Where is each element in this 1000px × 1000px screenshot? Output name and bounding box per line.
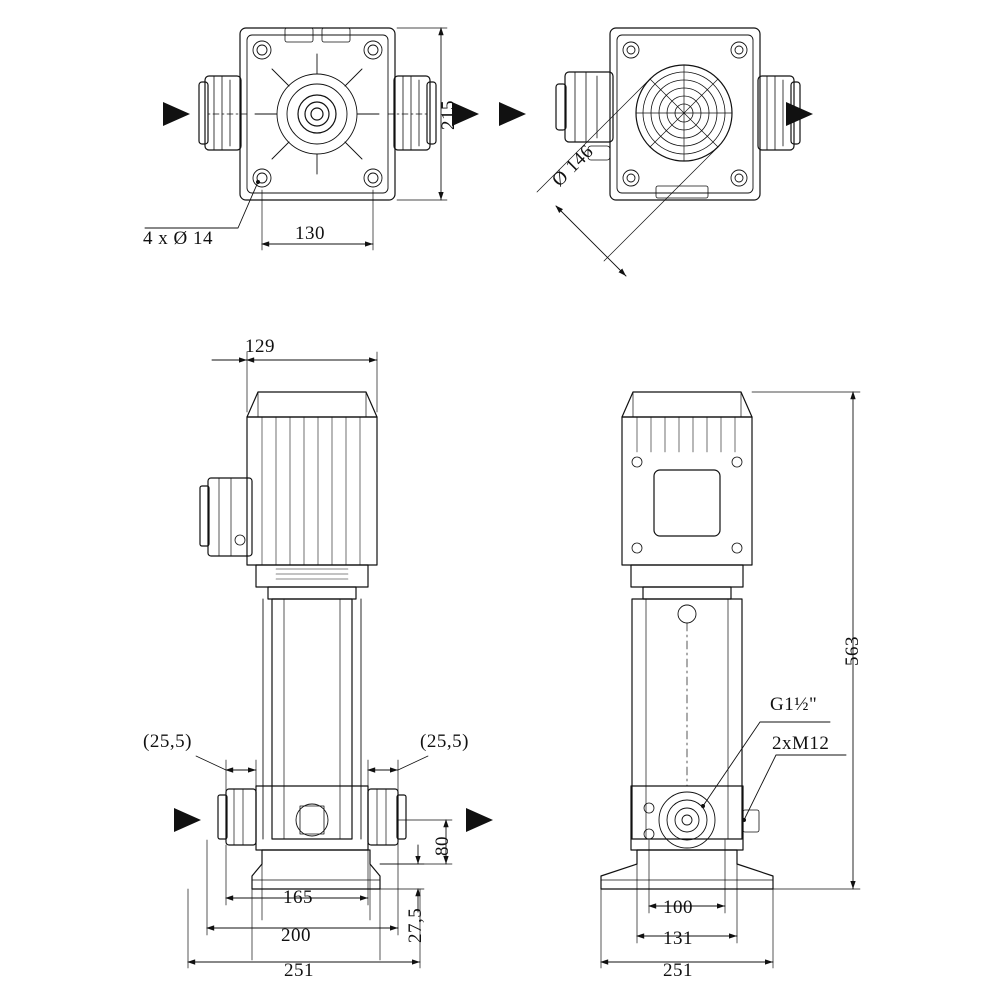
front-view-geometry: [200, 392, 406, 889]
dim-label-251-left: 251: [284, 960, 314, 981]
flow-arrow-in-top-right: [499, 102, 526, 126]
dim-label-129: 129: [245, 336, 275, 357]
dim-label-255-right: (25,5): [420, 731, 469, 752]
dim-129: [212, 352, 377, 412]
leader-4x14: [145, 180, 260, 228]
dim-275: [380, 845, 424, 912]
dim-label-4x14: 4 x Ø 14: [143, 228, 213, 249]
flow-arrow-in-front: [174, 808, 201, 832]
front-bottom-extension-lines: [226, 760, 398, 960]
dim-label-130: 130: [295, 223, 325, 244]
dim-label-146: Ø 146: [548, 141, 598, 191]
dim-label-m12: 2xM12: [772, 733, 830, 754]
dim-label-131: 131: [663, 928, 693, 949]
dim-label-215: 215: [438, 100, 459, 130]
top-view-right-geometry: [556, 28, 800, 200]
flow-arrow-out-front: [466, 808, 493, 832]
dim-label-g15: G1½": [770, 694, 818, 715]
dim-label-165: 165: [283, 887, 313, 908]
flow-arrow-in-top-left: [163, 102, 190, 126]
dim-label-200: 200: [281, 925, 311, 946]
dim-label-255-left: (25,5): [143, 731, 192, 752]
top-view-left-geometry: [199, 28, 436, 200]
dim-label-275: 27,5: [405, 907, 426, 943]
dim-label-251-right: 251: [663, 960, 693, 981]
dim-label-100: 100: [663, 897, 693, 918]
dim-label-80: 80: [432, 836, 453, 856]
dim-label-563: 563: [842, 636, 863, 666]
leader-m12: [742, 755, 846, 822]
